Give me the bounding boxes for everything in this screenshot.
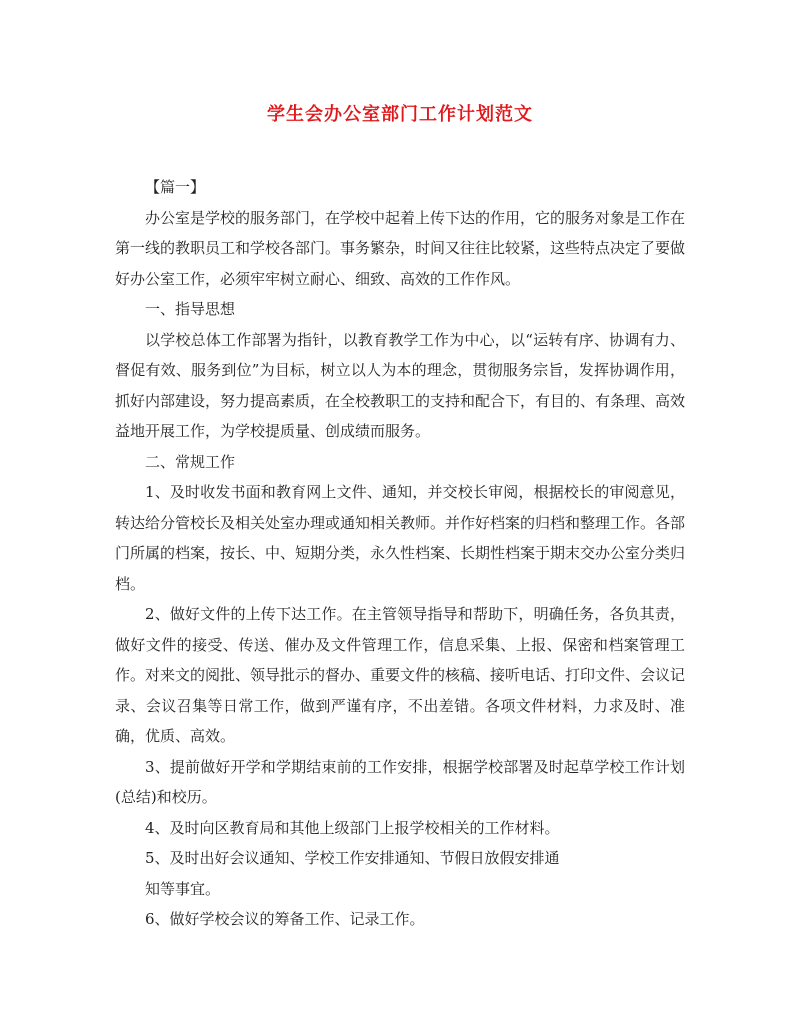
routine-item-2: 2、做好文件的上传下达工作。在主管领导指导和帮助下，明确任务，各负其责，做好文件的接受、传送、催办及文件管理工作，信息采集、上报、保密和档案管理工作。对来文的阅批、领导批示的督办、重要文件的核稿、接听电话、打印文件、会议记录、会议召集等日常工作，做到严谨有序，不出差错。各项文件材料，力求及时、准确，优质、高效。 xyxy=(115,605,686,745)
routine-item-1: 1、及时收发书面和教育网上文件、通知，并交校长审阅，根据校长的审阅意见，转达给分管校长及相关处室办理或通知相关教师。并作好档案的归档和整理工作。各部门所属的档案，按长、中、短期分类，永久性档案、长期性档案于期末交办公室分类归档。 xyxy=(115,483,686,593)
document-title: 学生会办公室部门工作计划范文 xyxy=(267,104,533,125)
routine-item-5-continued: 知等事宜。 xyxy=(145,879,221,898)
guiding-thought-paragraph: 以学校总体工作部署为指针，以教育教学工作为中心，以“运转有序、协调有力、督促有效、服务到位”为目标，树立以人为本的理念，贯彻服务宗旨，发挥协调作用，抓好内部建设，努力提高素质，在全校教职工的支持和配合下，有目的、有条理、高效益地开展工作，为学校提质量、创成绩而服务。 xyxy=(115,330,686,440)
routine-item-5: 5、及时出好会议通知、学校工作安排通知、节假日放假安排通 xyxy=(145,849,560,867)
intro-paragraph: 办公室是学校的服务部门，在学校中起着上传下达的作用，它的服务对象是工作在第一线的教职员工和学校各部门。事务繁杂，时间又往往比较紧，这些特点决定了要做好办公室工作，必须牢牢树立耐心、细致、高效的工作作风。 xyxy=(115,208,686,288)
section-heading-part-one: 【篇一】 xyxy=(145,178,206,196)
routine-item-4: 4、及时向区教育局和其他上级部门上报学校相关的工作材料。 xyxy=(145,818,560,837)
routine-item-3: 3、提前做好开学和学期结束前的工作安排，根据学校部署及时起草学校工作计划(总结)和校历。 xyxy=(115,757,685,806)
routine-item-6: 6、做好学校会议的筹备工作、记录工作。 xyxy=(145,910,425,928)
section-heading-routine-work: 二、常规工作 xyxy=(145,452,236,471)
document-body xyxy=(115,172,685,935)
section-heading-guiding-thought: 一、指导思想 xyxy=(145,300,236,318)
